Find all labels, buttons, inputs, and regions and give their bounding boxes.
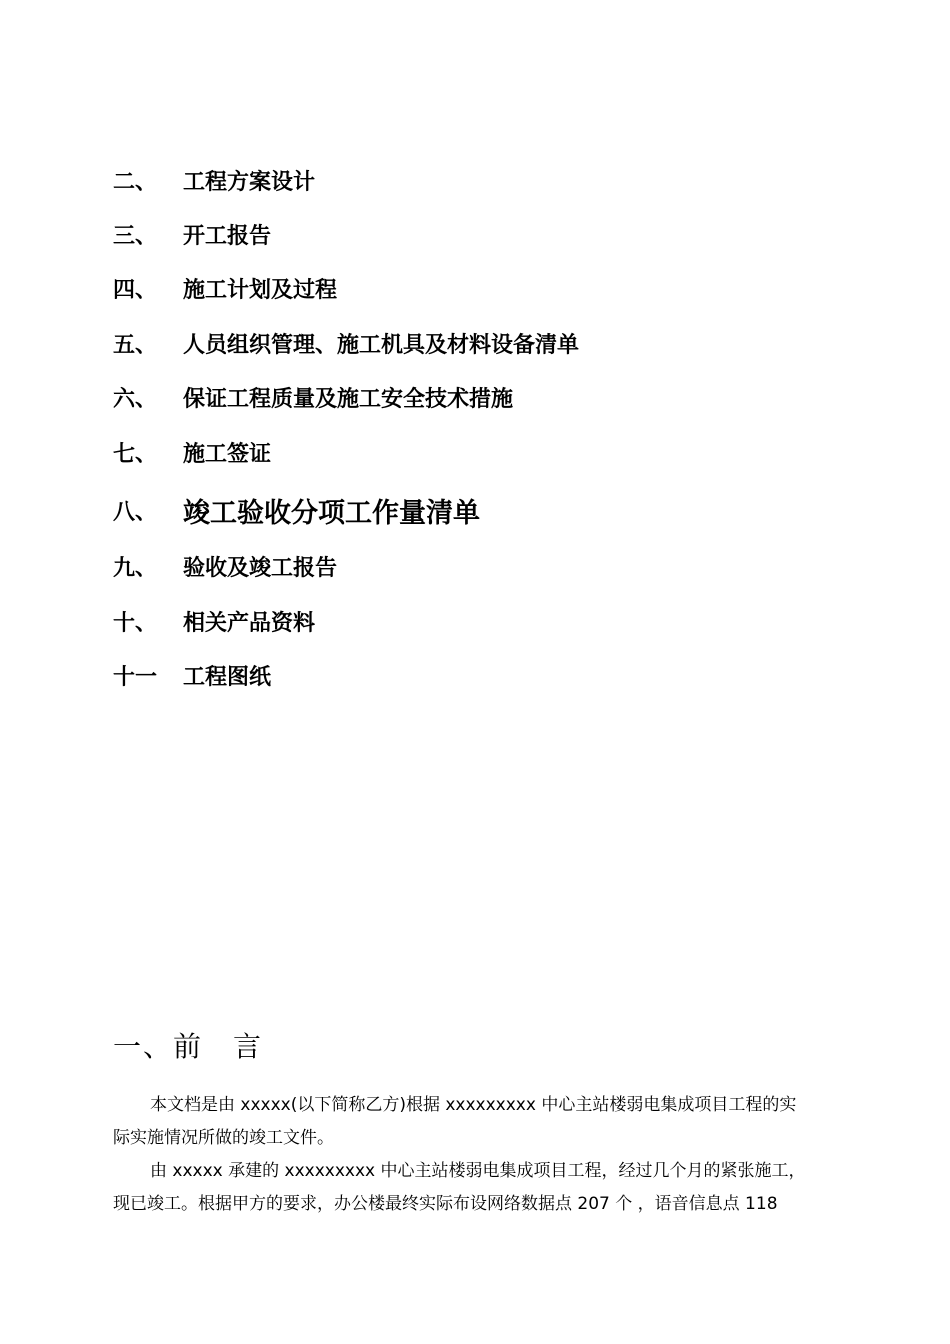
paragraph [113, 1155, 863, 1221]
toc-item-number: 二、 [113, 169, 158, 195]
toc-item [113, 216, 271, 252]
paragraph-line: 本文档是由 xxxxx(以下简称乙方)根据 xxxxxxxxx 中心主站楼弱电集成项目工程的实 [150, 1095, 797, 1115]
toc-item-title: 竣工验收分项工作量清单 [183, 497, 480, 529]
paragraph-line: 现已竣工。根据甲方的要求，办公楼最终实际布设网络数据点 207 个 ，语音信息点 118 [113, 1194, 778, 1214]
section-title-first: 前 [173, 1030, 204, 1063]
toc-item [113, 379, 513, 415]
toc-item [113, 270, 337, 306]
toc-item-title: 开工报告 [183, 223, 272, 249]
paragraph-line: 由 xxxxx 承建的 xxxxxxxxx 中心主站楼弱电集成项目工程，经过几个月的紧张施工， [150, 1161, 806, 1181]
section-heading [113, 1025, 263, 1065]
paragraph [113, 1089, 863, 1155]
toc-item-title: 相关产品资料 [183, 610, 316, 636]
toc-item-number: 五、 [113, 332, 158, 358]
toc-item [113, 434, 271, 470]
toc-item [113, 548, 337, 584]
toc-item [113, 492, 480, 528]
toc-item [113, 325, 579, 361]
toc-item-number: 九、 [113, 555, 158, 581]
toc-item [113, 657, 271, 693]
toc-item-title: 工程图纸 [183, 664, 272, 690]
toc-item-number: 十、 [113, 610, 158, 636]
toc-item [113, 162, 315, 198]
toc-item-title: 验收及竣工报告 [183, 555, 338, 581]
paragraph-line: 际实施情况所做的竣工文件。 [113, 1128, 334, 1148]
section-title-second: 言 [233, 1030, 264, 1063]
toc-item [113, 603, 315, 639]
toc-item-number: 十一 [113, 664, 158, 690]
toc-item-number: 八、 [113, 499, 158, 525]
toc-item-title: 人员组织管理、施工机具及材料设备清单 [183, 332, 580, 358]
toc-item-title: 保证工程质量及施工安全技术措施 [183, 386, 514, 412]
toc-item-title: 工程方案设计 [183, 169, 316, 195]
toc-item-title: 施工计划及过程 [183, 277, 338, 303]
section-number: 一、 [113, 1030, 174, 1063]
toc-item-number: 三、 [113, 223, 158, 249]
toc-item-number: 四、 [113, 277, 158, 303]
toc-item-number: 七、 [113, 441, 158, 467]
toc-item-number: 六、 [113, 386, 158, 412]
toc-item-title: 施工签证 [183, 441, 272, 467]
